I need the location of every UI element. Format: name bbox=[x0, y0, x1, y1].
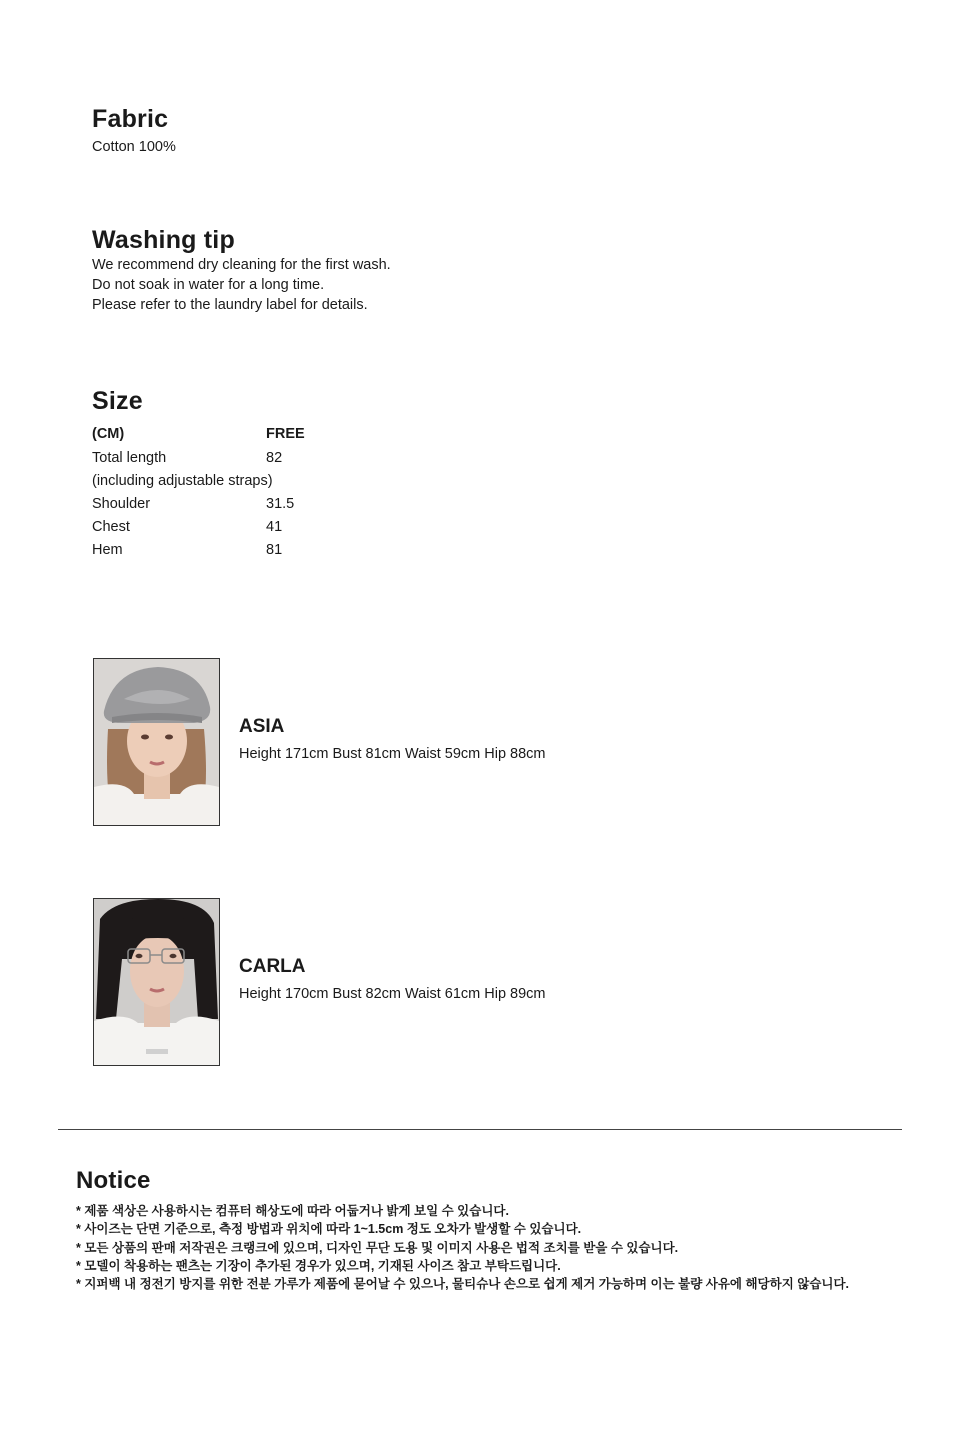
model-portrait-image bbox=[94, 659, 219, 825]
size-heading: Size bbox=[92, 387, 143, 415]
model-name: ASIA bbox=[239, 716, 285, 737]
notice-section bbox=[76, 1166, 849, 1293]
notice-item: * 제품 색상은 사용하시는 컴퓨터 해상도에 따라 어둡거나 밝게 보일 수 있습니다. bbox=[76, 1204, 509, 1218]
model-measurements: Height 170cm Bust 82cm Waist 61cm Hip 89cm bbox=[239, 986, 546, 1002]
model-photo-asia bbox=[93, 658, 220, 826]
notice-item: * 지퍼백 내 정전기 방지를 위한 전분 가루가 제품에 묻어날 수 있으나, 물티슈나 손으로 쉽게 제거 가능하며 이는 불량 사유에 해당하지 않습니다. bbox=[76, 1277, 850, 1292]
size-row-label: Hem bbox=[92, 542, 123, 558]
size-unit-label: (CM) bbox=[92, 426, 125, 442]
size-row-value: 82 bbox=[266, 450, 283, 466]
size-row-value: 81 bbox=[266, 542, 283, 558]
size-row-label: Shoulder bbox=[92, 496, 151, 512]
washing-tip-section bbox=[92, 225, 391, 315]
notice-list bbox=[76, 1202, 849, 1293]
fabric-section bbox=[92, 104, 176, 157]
model-card-carla bbox=[93, 898, 693, 1066]
size-row-label: Total length bbox=[92, 450, 167, 466]
size-row-chest bbox=[92, 517, 412, 537]
size-row-note bbox=[92, 471, 412, 491]
notice-item: * 모든 상품의 판매 저작권은 크랭크에 있으며, 디자인 무단 도용 및 이미지 사용은 법적 조치를 받을 수 있습니다. bbox=[76, 1240, 679, 1255]
fabric-composition: Cotton 100% bbox=[92, 139, 176, 155]
size-table-header bbox=[92, 424, 412, 444]
section-divider bbox=[58, 1129, 902, 1130]
size-table bbox=[92, 424, 412, 564]
size-row-total-length bbox=[92, 448, 412, 468]
size-row-value: 31.5 bbox=[266, 496, 295, 512]
size-section bbox=[92, 386, 412, 564]
size-row-shoulder bbox=[92, 494, 412, 514]
washing-tip-line: Do not soak in water for a long time. bbox=[92, 277, 325, 293]
size-column-free: FREE bbox=[266, 426, 305, 442]
washing-tip-heading: Washing tip bbox=[92, 226, 235, 254]
fabric-heading: Fabric bbox=[92, 105, 169, 133]
model-name: CARLA bbox=[239, 956, 306, 977]
model-measurements: Height 171cm Bust 81cm Waist 59cm Hip 88cm bbox=[239, 746, 546, 762]
model-photo-carla bbox=[93, 898, 220, 1066]
notice-item: * 모델이 착용하는 팬츠는 기장이 추가된 경우가 있으며, 기재된 사이즈 참고 부탁드립니다. bbox=[76, 1258, 561, 1273]
model-portrait-image bbox=[94, 899, 219, 1065]
washing-tip-line: Please refer to the laundry label for details. bbox=[92, 297, 368, 313]
washing-tip-line: We recommend dry cleaning for the first wash. bbox=[92, 257, 391, 273]
size-row-label: Chest bbox=[92, 519, 130, 535]
size-row-label: (including adjustable straps) bbox=[92, 473, 273, 489]
model-card-asia bbox=[93, 658, 693, 826]
notice-heading: Notice bbox=[76, 1167, 151, 1194]
size-row-value: 41 bbox=[266, 519, 283, 535]
size-row-hem bbox=[92, 540, 412, 560]
notice-item: * 사이즈는 단면 기준으로, 측정 방법과 위치에 따라 1~1.5cm 정도 오차가 발생할 수 있습니다. bbox=[76, 1222, 582, 1237]
